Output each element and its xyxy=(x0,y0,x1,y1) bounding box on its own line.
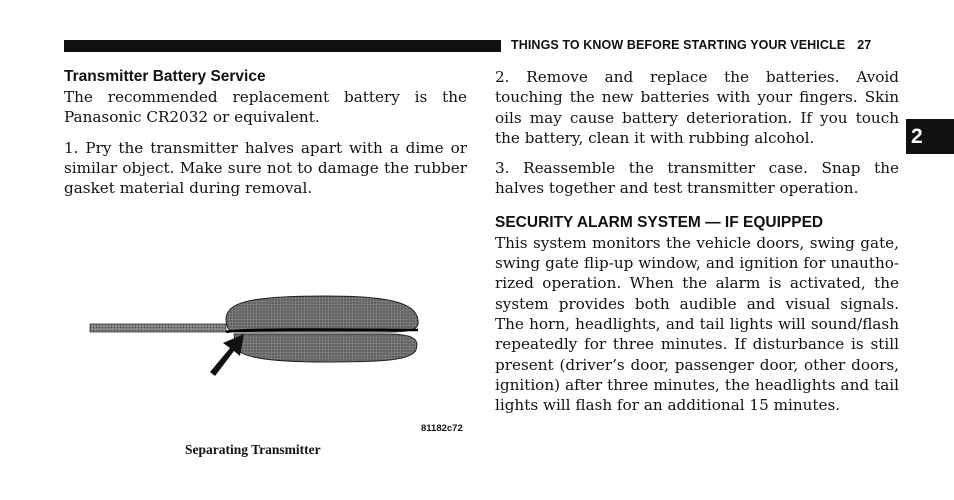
running-header xyxy=(511,38,871,52)
key-blade xyxy=(90,324,226,332)
security-alarm-paragraph: This system monitors the vehicle doors, swing gate, swing gate flip-up window, and ignition for unautho-rized operation. When the alarm is activated, the system provides both audible and visual signals. The horn, headlights, and tail lights will sound/flash repeatedly for three minutes. If disturbance is still present (driver’s door, passenger door, other doors, ignition) after three minutes, the headlights and tail lights will flash for an additional 15 minutes. xyxy=(495,233,899,415)
pry-arrow xyxy=(210,334,244,376)
figure-caption: Separating Transmitter xyxy=(185,442,321,457)
right-column xyxy=(495,67,899,415)
step-3-paragraph: 3. Reassemble the transmitter case. Snap the halves together and test transmitter operation. xyxy=(495,159,899,198)
header-title: THINGS TO KNOW BEFORE STARTING YOUR VEHICLE xyxy=(511,38,846,52)
transmitter-bottom-half xyxy=(234,334,417,362)
security-alarm-heading: SECURITY ALARM SYSTEM — IF EQUIPPED xyxy=(495,213,824,231)
section-tab: 2 xyxy=(906,119,954,154)
transmitter-battery-heading: Transmitter Battery Service xyxy=(64,68,266,85)
battery-paragraph: The recommended replacement battery is the Panasonic CR2032 or equivalent. xyxy=(64,88,467,127)
figure-code: 81182c72 xyxy=(421,423,463,434)
step-1-paragraph: 1. Pry the transmitter halves apart with a dime or similar object. Make sure not to damage the rubber gasket material during removal. xyxy=(64,138,467,198)
left-column xyxy=(64,67,467,198)
transmitter-illustration xyxy=(86,290,426,380)
step-2-paragraph: 2. Remove and replace the batteries. Avoid touching the new batteries with your fingers. Skin oils may cause battery deterioration. If you touch the battery, clean it with rubbing alcohol. xyxy=(495,68,899,147)
transmitter-top-half xyxy=(226,296,418,332)
page-number: 27 xyxy=(857,38,872,52)
header-rule xyxy=(64,40,501,52)
